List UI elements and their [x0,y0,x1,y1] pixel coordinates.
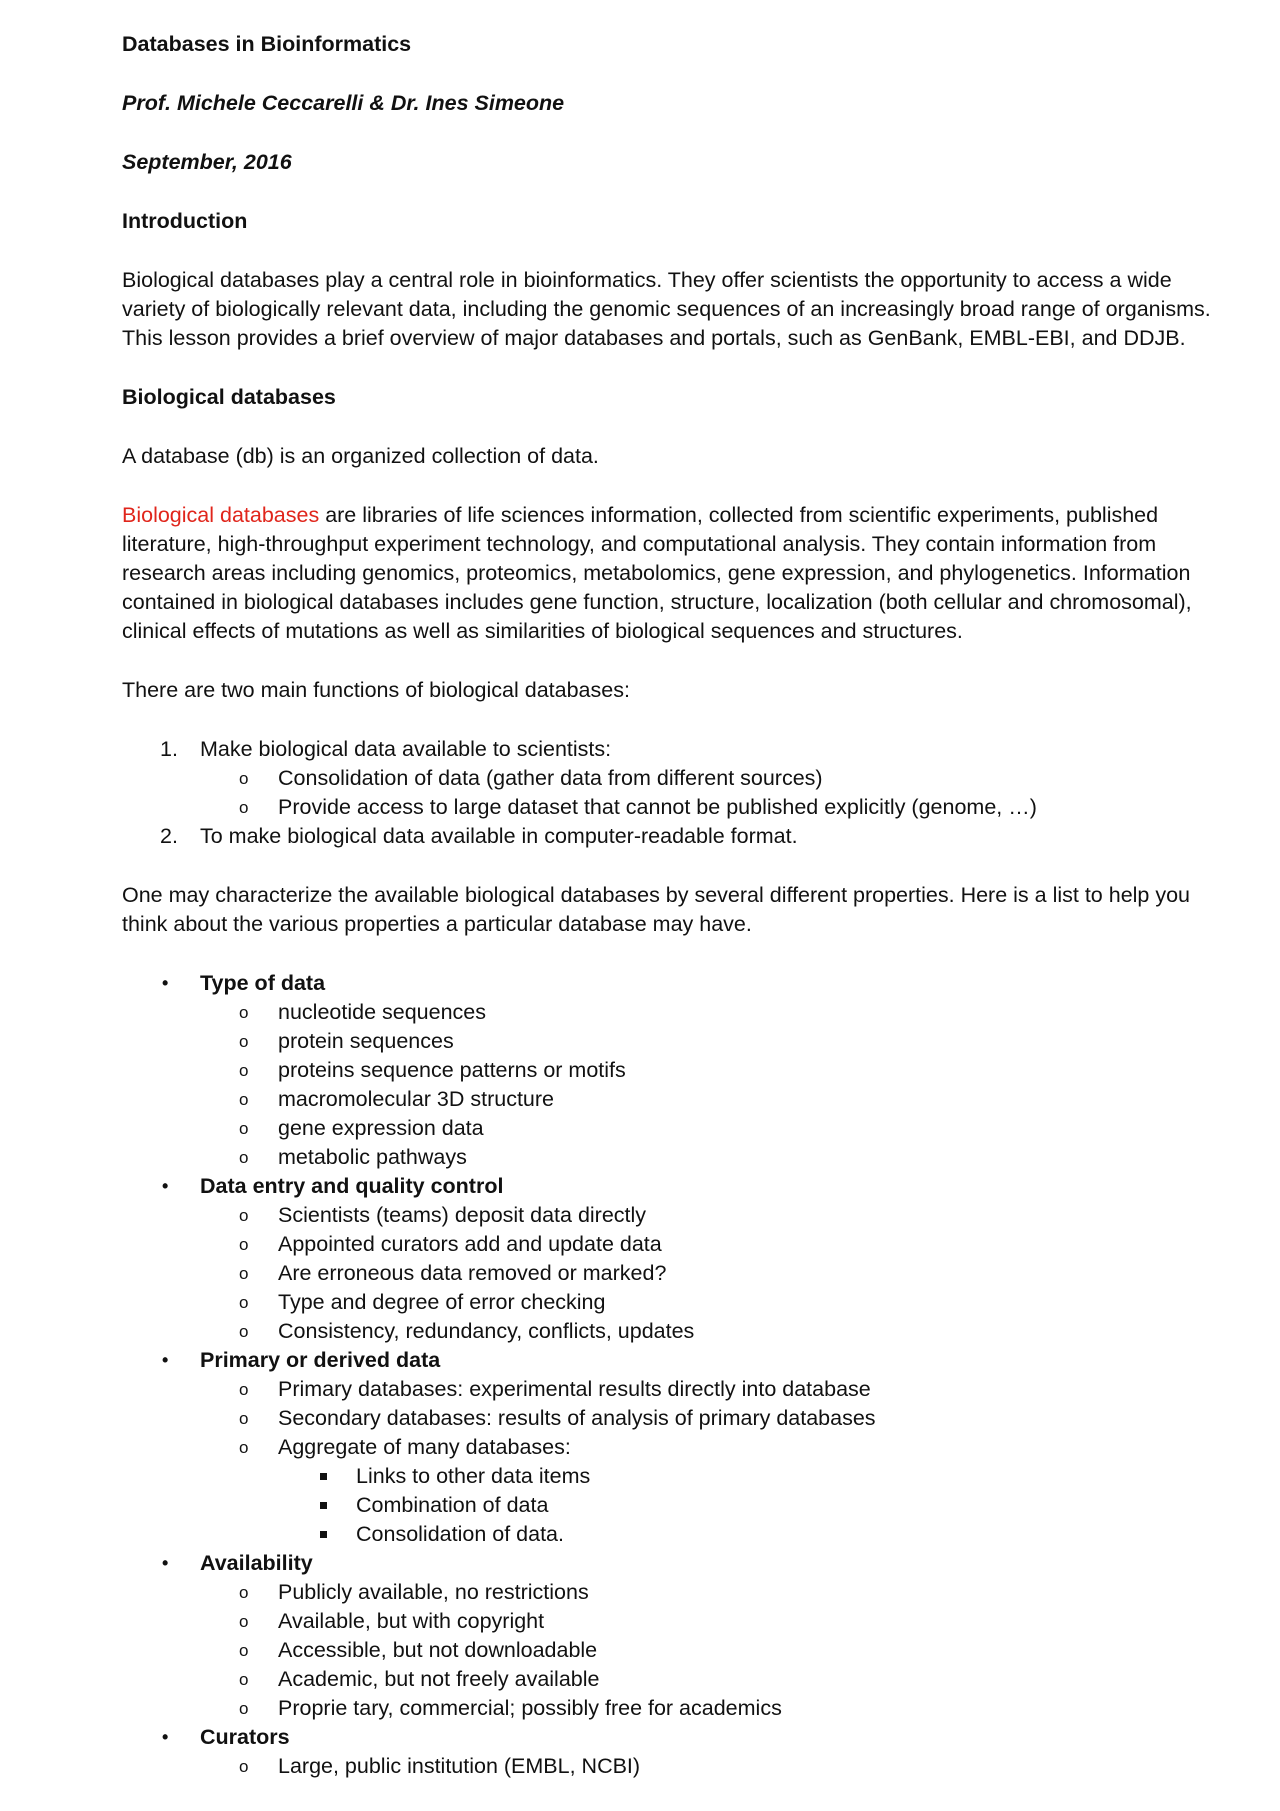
sub-item-text: Appointed curators add and update data [278,1232,662,1256]
square-bullet-icon [320,1502,327,1509]
circle-bullet-icon: o [239,1003,249,1022]
sub-item-text: Aggregate of many databases: [278,1435,571,1459]
sub-item [122,1636,1222,1665]
square-bullet-icon [320,1473,327,1480]
bullet-icon: • [162,973,169,993]
property-title: Availability [200,1551,313,1575]
property-title: Primary or derived data [200,1348,441,1372]
sub-item-text: Available, but with copyright [278,1609,545,1633]
bullet-icon: • [162,1553,169,1573]
circle-bullet-icon: o [239,1264,249,1283]
square-bullet-icon [320,1531,327,1538]
sub-item-text: Primary databases: experimental results directly into database [278,1377,871,1401]
sub-item [122,1607,1222,1636]
sub-item [122,1665,1222,1694]
db-definition: A database (db) is an organized collection of data. [122,444,599,468]
bio-line-rest: are libraries of life sciences information, collected from scientific experiments, published [319,503,1159,527]
bio-paragraph [122,501,1222,646]
circle-bullet-icon: o [239,1235,249,1254]
sub-item-text: Large, public institution (EMBL, NCBI) [278,1754,641,1778]
properties-line: One may characterize the available biological databases by several different properties. Here is a list to help you [122,883,1191,907]
functions-list [122,735,1222,851]
circle-bullet-icon: o [239,1438,249,1457]
sub-item-text: Consolidation of data (gather data from different sources) [278,766,823,790]
bio-line: literature, high-throughput experiment technology, and computational analysis. They contain information from [122,532,1157,556]
document-authors: Prof. Michele Ceccarelli & Dr. Ines Simeone [122,91,565,115]
circle-bullet-icon: o [239,1699,249,1718]
bullet-icon: • [162,1350,169,1370]
bullet-icon: • [162,1727,169,1747]
sub-item-text: Secondary databases: results of analysis of primary databases [278,1406,876,1430]
property-item [122,1172,1222,1201]
circle-bullet-icon: o [239,1293,249,1312]
sub-item [122,1288,1222,1317]
sub-item [122,1230,1222,1259]
item-text: To make biological data available in computer-readable format. [200,824,798,848]
sub-item-text: protein sequences [278,1029,454,1053]
sub-item [122,793,1222,822]
property-item [122,1346,1222,1375]
sub-item-text: Accessible, but not downloadable [278,1638,598,1662]
sub-item-text: Proprie tary, commercial; possibly free for academics [278,1696,782,1720]
sub-item [122,1201,1222,1230]
sub-item [122,1259,1222,1288]
sub-item [122,1578,1222,1607]
sub-item-text: Academic, but not freely available [278,1667,600,1691]
sub-item-text: Type and degree of error checking [278,1290,606,1314]
circle-bullet-icon: o [239,798,249,817]
circle-bullet-icon: o [239,1612,249,1631]
bio-line: research areas including genomics, proteomics, metabolomics, gene expression, and phylogenetics. Information [122,561,1191,585]
intro-heading: Introduction [122,209,248,233]
circle-bullet-icon: o [239,1409,249,1428]
bio-line: clinical effects of mutations as well as similarities of biological sequences and structures. [122,619,963,643]
numbered-item [122,735,1222,764]
intro-line: Biological databases play a central role in bioinformatics. They offer scientists the opportunity to access a wide [122,268,1172,292]
sub-sub-item [122,1462,1222,1491]
intro-paragraph [122,266,1222,353]
circle-bullet-icon: o [239,1061,249,1080]
bio-line [122,501,1222,530]
item-text: Make biological data available to scientists: [200,737,612,761]
sub-sub-item-text: Consolidation of data. [356,1522,564,1546]
property-title: Curators [200,1725,290,1749]
sub-item [122,1056,1222,1085]
sub-sub-item [122,1491,1222,1520]
sub-item-text: metabolic pathways [278,1145,467,1169]
circle-bullet-icon: o [239,769,249,788]
properties-list [122,969,1222,1781]
sub-item-text: Publicly available, no restrictions [278,1580,589,1604]
sub-item [122,1114,1222,1143]
property-item [122,1723,1222,1752]
properties-line: think about the various properties a particular database may have. [122,912,752,936]
document-title: Databases in Bioinformatics [122,32,412,56]
sub-sub-item-text: Combination of data [356,1493,549,1517]
sub-item [122,1317,1222,1346]
sub-sub-item-text: Links to other data items [356,1464,591,1488]
sub-item [122,764,1222,793]
sub-item [122,998,1222,1027]
document-page [122,30,1222,1781]
bio-heading: Biological databases [122,385,336,409]
sub-item-text: nucleotide sequences [278,1000,486,1024]
bullet-icon: • [162,1176,169,1196]
circle-bullet-icon: o [239,1032,249,1051]
intro-line: variety of biologically relevant data, including the genomic sequences of an increasingly broad range of organisms. [122,297,1211,321]
sub-item [122,1433,1222,1462]
circle-bullet-icon: o [239,1148,249,1167]
property-title: Data entry and quality control [200,1174,504,1198]
sub-item-text: gene expression data [278,1116,484,1140]
sub-item-text: Are erroneous data removed or marked? [278,1261,667,1285]
sub-item [122,1375,1222,1404]
functions-intro: There are two main functions of biological databases: [122,678,630,702]
sub-item-text: Consistency, redundancy, conflicts, updates [278,1319,695,1343]
sub-item [122,1694,1222,1723]
circle-bullet-icon: o [239,1322,249,1341]
numbered-item [122,822,1222,851]
sub-item [122,1752,1222,1781]
sub-item [122,1404,1222,1433]
circle-bullet-icon: o [239,1583,249,1602]
sub-item-text: Scientists (teams) deposit data directly [278,1203,647,1227]
sub-item [122,1085,1222,1114]
intro-line: This lesson provides a brief overview of major databases and portals, such as GenBank, EMBL-EBI, and DDJB. [122,326,1186,350]
bio-line: contained in biological databases includes gene function, structure, localization (both cellular and chromosomal), [122,590,1192,614]
property-item [122,1549,1222,1578]
sub-item-text: proteins sequence patterns or motifs [278,1058,626,1082]
sub-item [122,1143,1222,1172]
circle-bullet-icon: o [239,1090,249,1109]
sub-item-text: Provide access to large dataset that cannot be published explicitly (genome, …) [278,795,1037,819]
sub-item [122,1027,1222,1056]
document-date: September, 2016 [122,150,292,174]
bio-highlight: Biological databases [122,503,320,527]
circle-bullet-icon: o [239,1641,249,1660]
item-number: 2. [160,824,178,848]
sub-sub-item [122,1520,1222,1549]
property-item [122,969,1222,998]
circle-bullet-icon: o [239,1757,249,1776]
circle-bullet-icon: o [239,1206,249,1225]
property-title: Type of data [200,971,326,995]
circle-bullet-icon: o [239,1380,249,1399]
circle-bullet-icon: o [239,1670,249,1689]
item-number: 1. [160,737,178,761]
sub-item-text: macromolecular 3D structure [278,1087,555,1111]
properties-paragraph [122,881,1222,939]
circle-bullet-icon: o [239,1119,249,1138]
